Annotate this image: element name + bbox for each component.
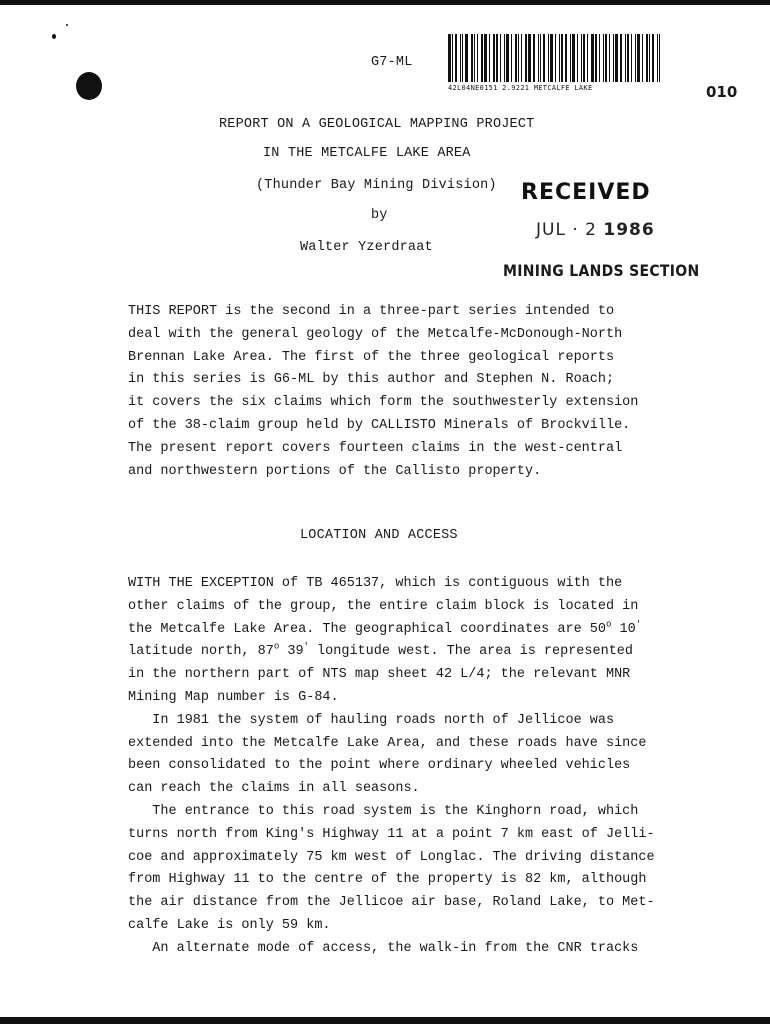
barcode bbox=[448, 34, 666, 82]
text-fragment: the Metcalfe Lake Area. The geographical coordinates are bbox=[128, 621, 590, 637]
barcode-bar bbox=[627, 34, 629, 82]
barcode-bar bbox=[455, 34, 457, 82]
barcode-bar bbox=[493, 34, 495, 82]
barcode-bar bbox=[550, 34, 553, 82]
by-line: by bbox=[371, 208, 388, 223]
text-line: THIS REPORT is the second in a three-part series intended to bbox=[128, 304, 615, 319]
barcode-bar bbox=[471, 34, 473, 82]
barcode-bar bbox=[511, 34, 512, 82]
barcode-bar bbox=[533, 34, 535, 82]
barcode-bar bbox=[581, 34, 582, 82]
barcode-bar bbox=[506, 34, 509, 82]
text-line: calfe Lake is only 59 km. bbox=[128, 917, 331, 933]
text-line: In 1981 the system of hauling roads north of Jellicoe was bbox=[128, 712, 615, 728]
barcode-bar bbox=[646, 34, 648, 82]
barcode-bar bbox=[652, 34, 654, 82]
top-border bbox=[0, 0, 770, 5]
barcode-bar bbox=[572, 34, 575, 82]
text-line: The present report covers fourteen claims in the west-central bbox=[128, 440, 623, 456]
barcode-bar bbox=[591, 34, 594, 82]
barcode-bar bbox=[515, 34, 517, 82]
barcode-bar bbox=[565, 34, 567, 82]
stamp-day: · 2 bbox=[572, 220, 597, 240]
barcode-bar bbox=[518, 34, 519, 82]
report-title-line-3: (Thunder Bay Mining Division) bbox=[256, 178, 497, 193]
barcode-caption: 42L04NE0151 2.9221 METCALFE LAKE bbox=[448, 84, 593, 92]
text-line: WITH THE EXCEPTION of TB 465137, which is contiguous with the bbox=[128, 576, 623, 591]
barcode-bar bbox=[609, 34, 610, 82]
barcode-bar bbox=[481, 34, 483, 82]
location-paragraph bbox=[128, 573, 738, 961]
barcode-bar bbox=[561, 34, 563, 82]
mining-lands-section-stamp: MINING LANDS SECTION bbox=[503, 262, 700, 281]
barcode-bar bbox=[620, 34, 622, 82]
barcode-bar bbox=[538, 34, 539, 82]
text-fragment: longitude west. The area is represented bbox=[308, 644, 634, 660]
barcode-bar bbox=[540, 34, 541, 82]
text-line: can reach the claims in all seasons. bbox=[128, 781, 420, 797]
barcode-bar bbox=[613, 34, 614, 82]
document-code: G7-ML bbox=[371, 55, 413, 70]
barcode-bar bbox=[448, 34, 451, 82]
barcode-bar bbox=[484, 34, 487, 82]
barcode-bar bbox=[474, 34, 475, 82]
barcode-bar bbox=[605, 34, 607, 82]
barcode-bar bbox=[603, 34, 604, 82]
stamp-month: JUL bbox=[536, 220, 566, 240]
ink-speck bbox=[52, 34, 56, 39]
longitude-line bbox=[128, 641, 738, 664]
text-line: from Highway 11 to the centre of the property is 82 km, although bbox=[128, 872, 647, 888]
text-fragment: latitude north, 87 bbox=[128, 644, 274, 660]
text-line: The entrance to this road system is the Kinghorn road, which bbox=[128, 803, 639, 819]
coordinates-line bbox=[128, 619, 738, 642]
text-line: turns north from King's Highway 11 at a point 7 km east of Jelli- bbox=[128, 826, 655, 842]
barcode-bar bbox=[500, 34, 501, 82]
degree-symbol: o bbox=[605, 619, 612, 630]
bottom-border bbox=[0, 1017, 770, 1024]
received-stamp: RECEIVED bbox=[521, 180, 651, 205]
text-line: coe and approximately 75 km west of Longlac. The driving distance bbox=[128, 849, 655, 865]
barcode-bar bbox=[635, 34, 636, 82]
text-line: in this series is G6-ML by this author and Stephen N. Roach; bbox=[128, 372, 615, 388]
barcode-bar bbox=[555, 34, 556, 82]
ink-speck bbox=[66, 24, 68, 26]
page-number: 010 bbox=[706, 83, 738, 101]
barcode-bar bbox=[543, 34, 545, 82]
lon-minutes: 39 bbox=[287, 644, 304, 660]
stamp-year: 1986 bbox=[603, 220, 655, 240]
text-line: Mining Map number is G-84. bbox=[128, 689, 339, 705]
minute-symbol: ' bbox=[635, 619, 642, 630]
lat-degrees: 50 bbox=[589, 621, 606, 637]
barcode-bar bbox=[595, 34, 597, 82]
barcode-bar bbox=[489, 34, 490, 82]
text-line: An alternate mode of access, the walk-in from the CNR tracks bbox=[128, 940, 639, 956]
barcode-bar bbox=[587, 34, 588, 82]
barcode-bar bbox=[659, 34, 660, 82]
author-name: Walter Yzerdraat bbox=[300, 240, 433, 255]
degree-symbol: o bbox=[273, 641, 280, 652]
barcode-bar bbox=[570, 34, 571, 82]
barcode-bar bbox=[496, 34, 498, 82]
minute-symbol: ' bbox=[303, 641, 309, 652]
barcode-bar bbox=[559, 34, 560, 82]
barcode-bar bbox=[615, 34, 618, 82]
text-line: deal with the general geology of the Metcalfe-McDonough-North bbox=[128, 326, 623, 342]
barcode-bar bbox=[631, 34, 632, 82]
barcode-bar bbox=[525, 34, 527, 82]
barcode-bar bbox=[528, 34, 531, 82]
barcode-bar bbox=[521, 34, 522, 82]
text-line: extended into the Metcalfe Lake Area, and these roads have since bbox=[128, 735, 647, 751]
intro-paragraph bbox=[128, 301, 738, 483]
barcode-bar bbox=[642, 34, 643, 82]
report-title-line-1: REPORT ON A GEOLOGICAL MAPPING PROJECT bbox=[219, 117, 535, 132]
text-line: and northwestern portions of the Callisto property. bbox=[128, 463, 542, 479]
text-line: the air distance from the Jellicoe air base, Roland Lake, to Met- bbox=[128, 895, 655, 911]
ink-blot bbox=[76, 72, 102, 100]
barcode-bar bbox=[599, 34, 600, 82]
barcode-bar bbox=[477, 34, 478, 82]
text-line: it covers the six claims which form the southwesterly extension bbox=[128, 395, 639, 411]
barcode-bar bbox=[583, 34, 585, 82]
barcode-bar bbox=[548, 34, 549, 82]
section-heading-location: LOCATION AND ACCESS bbox=[300, 528, 458, 543]
barcode-bar bbox=[504, 34, 505, 82]
report-title-line-2: IN THE METCALFE LAKE AREA bbox=[263, 146, 471, 161]
barcode-bar bbox=[637, 34, 640, 82]
barcode-bar bbox=[452, 34, 453, 82]
text-line: of the 38-claim group held by CALLISTO Minerals of Brockville. bbox=[128, 417, 631, 433]
text-line: other claims of the group, the entire claim block is located in bbox=[128, 598, 639, 614]
text-line: Brennan Lake Area. The first of the three geological reports bbox=[128, 349, 615, 365]
text-line: in the northern part of NTS map sheet 42 L/4; the relevant MNR bbox=[128, 667, 631, 683]
received-date-stamp bbox=[536, 220, 655, 240]
lat-minutes: 10 bbox=[619, 621, 636, 637]
barcode-bar bbox=[460, 34, 461, 82]
barcode-bar bbox=[462, 34, 463, 82]
barcode-bar bbox=[625, 34, 626, 82]
barcode-bar bbox=[577, 34, 578, 82]
barcode-bar bbox=[657, 34, 658, 82]
barcode-bar bbox=[649, 34, 650, 82]
text-line: been consolidated to the point where ordinary wheeled vehicles bbox=[128, 758, 631, 774]
barcode-bar bbox=[465, 34, 468, 82]
